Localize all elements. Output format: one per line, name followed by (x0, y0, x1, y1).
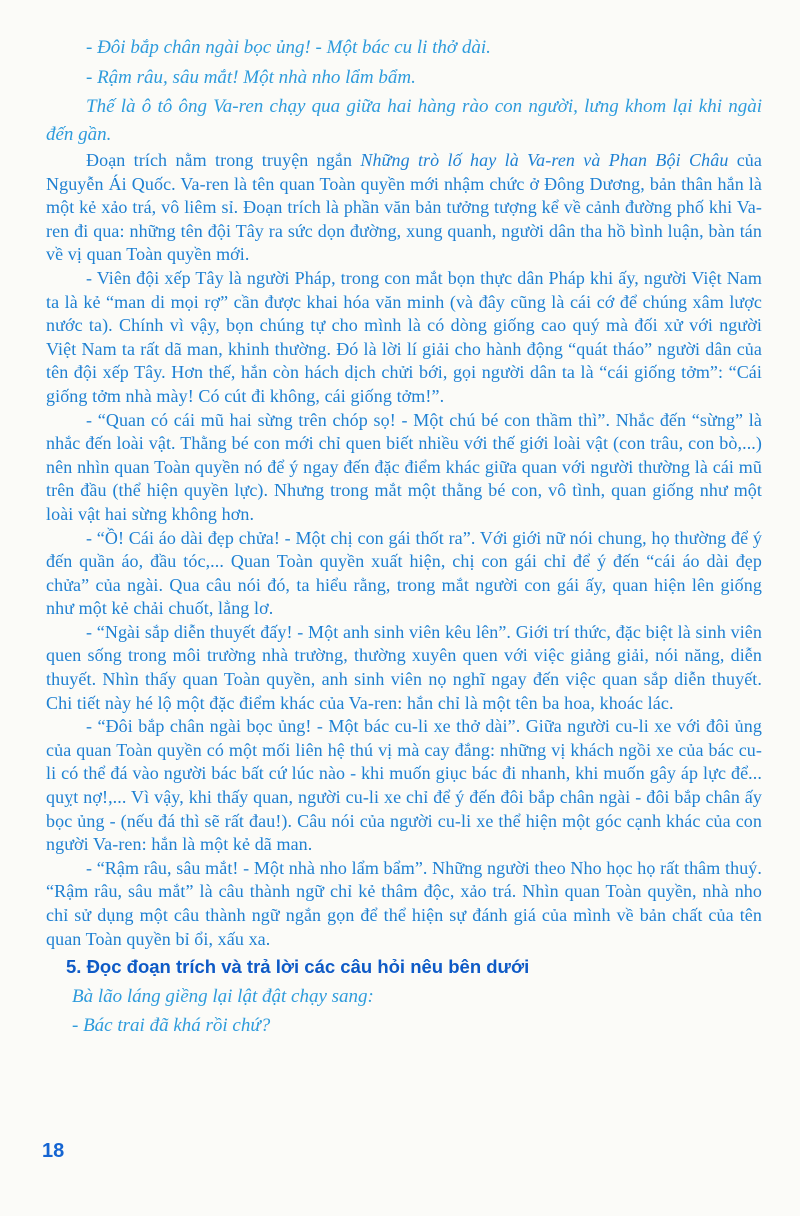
work-title-italic: Những trò lố hay là Va-ren và Phan Bội Châu (360, 150, 729, 170)
paragraph-text: của Nguyễn Ái Quốc. Va-ren là tên quan Toàn quyền mới nhậm chức ở Đông Dương, bản thân hắn là một kẻ xảo trá, vô liêm sỉ. Đoạn trích là phần văn bản tưởng tượng kể về cảnh đường phố khi Va-ren đi qua: những tên đội Tây ra sức dọn đường, xung quanh, người dân tha hồ bình luận, bàn tán về vị quan Toàn quyền mới. (46, 150, 762, 265)
body-paragraph (46, 149, 762, 267)
text-column (46, 33, 762, 1040)
body-paragraph: - “Ồ! Cái áo dài đẹp chửa! - Một chị con gái thốt ra”. Với giới nữ nói chung, họ thường để ý đến quần áo, đầu tóc,... Quan Toàn quyền xuất hiện, chị con gái chỉ để ý đến “cái áo dài đẹp chửa” của ngài. Qua câu nói đó, ta hiểu rằng, trong mắt người con gái ấy, quan hiện lên giống như một kẻ chải chuốt, lẳng lơ. (46, 527, 762, 619)
body-paragraph: - “Đôi bắp chân ngài bọc ủng! - Một bác cu-li xe thở dài”. Giữa người cu-li xe với đôi ủng của quan Toàn quyền có một mối liên hệ thú vị mà cay đắng: những vị khách ngồi xe của bác cu-li có thể đá vào người bác bất cứ lúc nào - khi muốn giục bác đi nhanh, khi muốn gây áp lực để... quỵt nợ!,... Vì vậy, khi thấy quan, người cu-li xe chỉ để ý đến đôi bắp chân ngài - đôi bắp chân ấy bọc ủng - (nếu đá thì sẽ rất đau!). Câu nói của người cu-li xe thể hiện một góc cạnh khác của con người Va-ren: hắn là một kẻ dã man. (46, 716, 762, 855)
body-paragraph: - Viên đội xếp Tây là người Pháp, trong con mắt bọn thực dân Pháp khi ấy, người Việt Nam ta là kẻ “man di mọi rợ” cần được khai hóa văn minh (và đây cũng là cái cớ để chúng xâm lược nước ta). Chính vì vậy, bọn chúng tự cho mình là có dòng giống cao quý mà đối xử với người Việt Nam ta rất dã man, khinh thường. Đó là lời lí giải cho hành động “quát tháo” người dân của tên đội xếp Tây. Hơn thế, hắn còn hách dịch chửi bới, gọi người dân ta là “cái giống tởm”: “Cái giống tởm nhà mày! Có cút đi không, cái giống tởm!”. (46, 267, 762, 406)
body-paragraph: - “Quan có cái mũ hai sừng trên chóp sọ! - Một chú bé con thầm thì”. Nhắc đến “sừng” là nhắc đến loài vật. Thằng bé con mới chỉ quen biết nhiều với thế giới loài vật (con trâu, con bò,...) nên nhìn quan Toàn quyền nó để ý ngay đến đặc điểm khác giữa quan với người thường là cái mũ trên đầu (thể hiện quyền lực). Nhưng trong mắt một thằng bé con, vô tình, quan giống như một loài vật hai sừng không hơn. (46, 409, 762, 524)
body-paragraph: - “Rậm râu, sâu mắt! - Một nhà nho lẩm bẩm”. Những người theo Nho học họ rất thâm thuý. “Rậm râu, sâu mắt” là câu thành ngữ chỉ kẻ thâm độc, xảo trá. Nhìn quan Toàn quyền, nhà nho chỉ sử dụng một câu thành ngữ ngắn gọn để thể hiện sự đánh giá của mình về bản chất của tên quan Toàn quyền bỉ ổi, xấu xa. (46, 857, 762, 949)
quoted-dialogue-line: - Rậm râu, sâu mắt! Một nhà nho lẩm bẩm. (86, 67, 416, 88)
quoted-narration-paragraph: Thế là ô tô ông Va-ren chạy qua giữa hai hàng rào con người, lưng khom lại khi ngài đến gần. (46, 96, 762, 145)
body-paragraph: - “Ngài sắp diễn thuyết đấy! - Một anh sinh viên kêu lên”. Giới trí thức, đặc biệt là sinh viên quen sống trong môi trường nhà trường, thường xuyên quen với việc giảng giải, nói năng, diễn thuyết. Nhìn thấy quan Toàn quyền, anh sinh viên nọ nghĩ ngay đến việc quan sắp diễn thuyết. Chi tiết này hé lộ một đặc điểm khác của Va-ren: hắn chỉ là một tên ba hoa, khoác lác. (46, 621, 762, 713)
quoted-dialogue-line: - Bác trai đã khá rồi chứ? (72, 1015, 271, 1037)
quoted-dialogue-line: Bà lão láng giềng lại lật đật chạy sang: (72, 986, 374, 1008)
page-number: 18 (42, 1140, 65, 1162)
exercise-heading: 5. Đọc đoạn trích và trả lời các câu hỏi nêu bên dưới (66, 956, 530, 978)
paragraph-text: Đoạn trích nằm trong truyện ngắn (86, 150, 361, 170)
quoted-dialogue-line: - Đôi bắp chân ngài bọc ủng! - Một bác cu li thở dài. (86, 37, 491, 58)
